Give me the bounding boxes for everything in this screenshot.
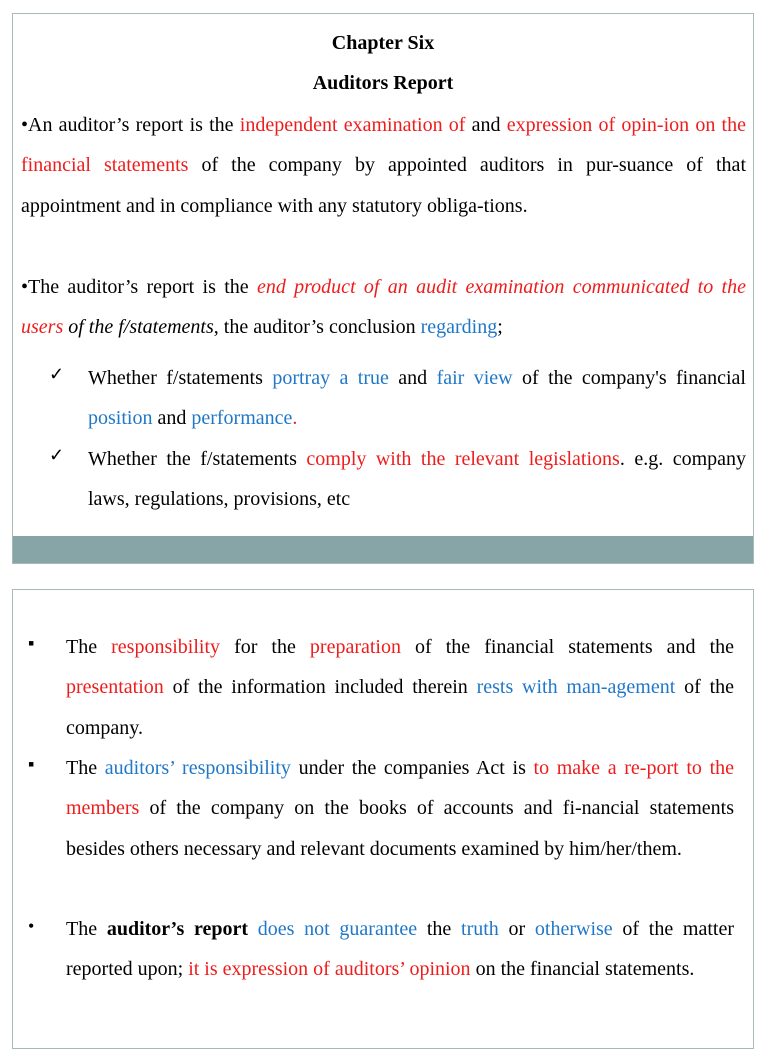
check-item-legislation [88,439,746,520]
highlight-blue: position [88,407,153,430]
text: ; [497,316,503,339]
round-bullet-icon: • [28,916,35,936]
highlight-blue: fair view [436,367,513,389]
text: The [66,918,107,940]
text: of the company by appointed auditors in pur-suance of that appointment and in compliance with any statutory obliga-tions. [21,154,746,217]
text: The [66,636,112,658]
bold-text: auditor’s report [106,918,249,940]
highlight-red: independent examination of [239,114,466,136]
check-icon: ✓ [49,364,65,384]
text: and [388,367,437,389]
highlight-blue: portray a true [272,367,389,389]
report-opinion-item [66,909,734,990]
text: of the company. [66,676,735,739]
text: the [417,918,462,940]
highlight-red: it is expression of auditors’ opinion [188,958,471,981]
highlight-red: to make a re-port to the members [66,757,734,820]
slide-2 [12,589,754,1049]
highlight-red: preparation [309,636,401,658]
text: for the [220,636,310,658]
text: and [152,407,192,430]
square-bullet-icon: ▪ [28,633,35,653]
text: The auditor’s report is the [28,276,257,298]
highlight-blue: rests with man-agement [476,676,676,699]
slide-1 [12,13,754,564]
text: of the financial statements and the [400,636,734,658]
highlight-red: expression of opin-ion on the financial statements [21,114,746,177]
text: of the information included therein [163,676,477,699]
square-bullet-icon: ▪ [28,754,35,774]
text: on the financial statements. [470,958,695,981]
chapter-title: Chapter Six [331,32,435,54]
text: The [66,757,105,779]
highlight-blue: performance [191,407,293,430]
highlight-red: responsibility [111,636,221,658]
end-product-paragraph [21,267,746,348]
highlight-red-italic: end product of an audit examination communicated to the [256,276,746,298]
auditors-responsibility-item [66,748,734,869]
slide-footer-band [13,536,753,563]
text: Whether f/statements [88,367,273,389]
management-responsibility-item [66,627,734,748]
highlight-red: . [292,407,298,430]
bullet-dot: • [21,276,29,298]
text: of the company on the books of accounts and fi-nancial statements besides others necessary and relevant documents examined by him/her/them. [66,797,734,860]
highlight-red: comply with the relevant legislations [306,448,620,470]
highlight-blue: regarding [420,316,498,339]
highlight-blue: truth [461,918,499,940]
definition-paragraph [21,105,746,226]
text: . e.g. company laws, regulations, provisions, etc [88,448,747,511]
bullet-dot: • [21,114,29,136]
text: An auditor’s report is the [28,114,240,136]
highlight-blue: does not guarantee [257,918,418,940]
check-icon: ✓ [49,445,65,465]
highlight-red: presentation [66,676,164,699]
slide-title: Auditors Report [312,72,454,94]
text: , the auditor’s conclusion [213,316,421,339]
text: of the matter reported upon; [66,918,735,981]
text [248,918,258,940]
highlight-blue: auditors’ responsibility [104,757,291,779]
text: or [498,918,535,940]
highlight-red-italic: users [21,316,64,339]
text: of the company's financial [512,367,746,389]
text: under the companies Act is [290,757,534,779]
text: and [465,114,507,136]
check-item-true-fair-view [88,358,746,439]
text: Whether the f/statements [88,448,307,470]
italic-text: of the f/statements [63,316,214,339]
highlight-blue: otherwise [534,918,613,940]
